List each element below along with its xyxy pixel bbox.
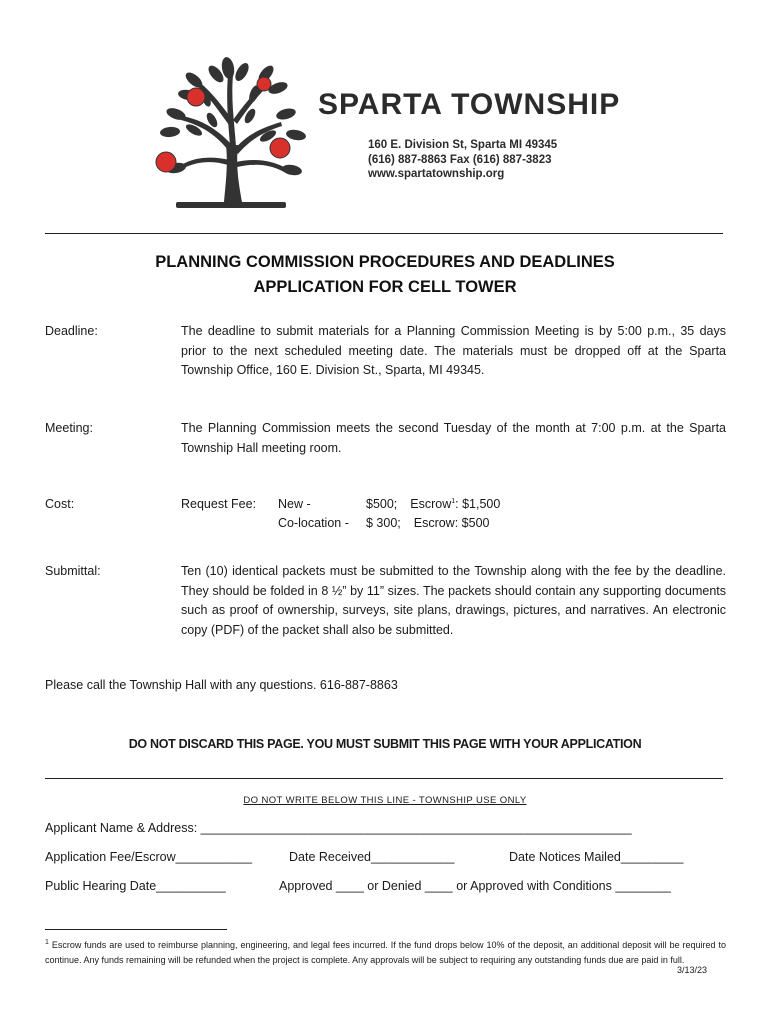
document-subtitle: APPLICATION FOR CELL TOWER bbox=[253, 278, 517, 296]
cost-escrow-value-colocation: $500 bbox=[458, 516, 490, 530]
cost-fee-colocation: $ 300; bbox=[366, 516, 401, 530]
cost-fee-new: $500; bbox=[366, 497, 398, 511]
submittal-label: Submittal: bbox=[45, 564, 101, 578]
organization-name: SPARTA TOWNSHIP bbox=[318, 88, 621, 121]
cost-row-new bbox=[366, 497, 500, 511]
apple-tree-icon bbox=[146, 50, 321, 214]
deadline-label: Deadline: bbox=[45, 324, 98, 338]
organization-address: 160 E. Division St, Sparta MI 49345 bbox=[368, 139, 558, 151]
public-hearing-date-field[interactable]: Public Hearing Date__________ bbox=[45, 879, 226, 893]
cost-row-colocation bbox=[366, 516, 489, 530]
cost-label: Cost: bbox=[45, 497, 75, 511]
cost-escrow-label-colocation: Escrow: bbox=[413, 516, 459, 530]
submittal-text: Ten (10) identical packets must be submitted to the Township along with the fee by the deadline. They should be folded in 8 ½” by 11” sizes. The packets should contain any supporting documents such as proof of ownership, surveys, site plans, drawings, pictures, and narratives. An electronic copy (PDF) of the packet shall also be submitted. bbox=[181, 564, 726, 637]
date-received-field[interactable]: Date Received____________ bbox=[289, 850, 455, 864]
footnote-divider bbox=[45, 929, 227, 930]
application-fee-field[interactable]: Application Fee/Escrow___________ bbox=[45, 850, 253, 864]
meeting-label: Meeting: bbox=[45, 421, 93, 435]
meeting-text: The Planning Commission meets the second Tuesday of the month at 7:00 p.m. at the Sparta Township Hall meeting room. bbox=[181, 421, 726, 455]
request-fee-label: Request Fee: bbox=[181, 497, 257, 511]
date-notices-mailed-field[interactable]: Date Notices Mailed_________ bbox=[509, 850, 684, 864]
approval-status-field[interactable]: Approved ____ or Denied ____ or Approved with Conditions ________ bbox=[279, 879, 671, 893]
contact-line: Please call the Township Hall with any questions. 616-887-8863 bbox=[45, 678, 398, 692]
office-use-divider bbox=[45, 778, 723, 779]
cost-type-new: New - bbox=[278, 497, 311, 511]
document-title: PLANNING COMMISSION PROCEDURES AND DEADLINES bbox=[155, 253, 615, 271]
footnote-mark: 1 bbox=[45, 939, 49, 946]
applicant-name-field[interactable]: Applicant Name & Address: ______________________________________________________________ bbox=[45, 821, 632, 835]
submission-notice: DO NOT DISCARD THIS PAGE. YOU MUST SUBMIT THIS PAGE WITH YOUR APPLICATION bbox=[128, 737, 642, 751]
cost-type-colocation: Co-location - bbox=[278, 516, 349, 530]
organization-website: www.spartatownship.org bbox=[368, 168, 505, 180]
deadline-text: The deadline to submit materials for a Planning Commission Meeting is by 5:00 p.m., 35 days prior to the next scheduled meeting date. The materials must be dropped off at the Sparta Township Office, 160 E. Division St., Sparta, MI 49345. bbox=[181, 324, 726, 377]
footnote-reference: 1 bbox=[451, 497, 456, 505]
office-use-heading: DO NOT WRITE BELOW THIS LINE - TOWNSHIP USE ONLY bbox=[243, 795, 527, 806]
organization-phone-fax: (616) 887-8863 Fax (616) 887-3823 bbox=[368, 154, 552, 166]
cost-escrow-label-new: Escrow bbox=[410, 497, 452, 511]
footnote bbox=[45, 936, 726, 967]
cost-escrow-value-new: : $1,500 bbox=[455, 497, 501, 511]
header-divider bbox=[45, 233, 723, 234]
revision-date: 3/13/23 bbox=[677, 965, 708, 975]
footnote-text: Escrow funds are used to reimburse planning, engineering, and legal fees incurred. If the fund drops below 10% of the deposit, an additional deposit will be required to continue. Any funds remaining will be refunded when the project is complete. Any approvals will be subject to requiring any outstanding funds due are paid in full. bbox=[45, 940, 726, 965]
